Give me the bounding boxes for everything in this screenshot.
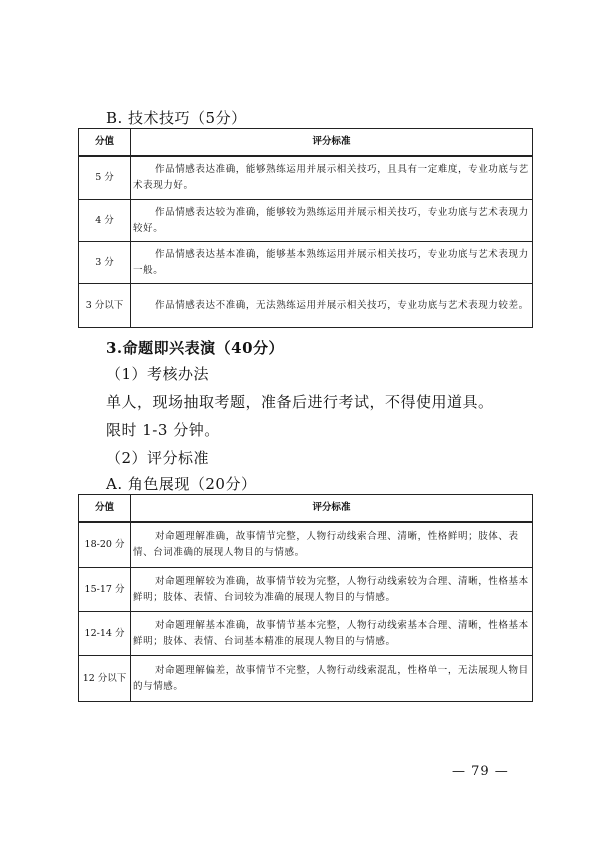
section-a-title: A. 角色展现（20分） (106, 475, 257, 493)
score-cell: 12-14 分 (79, 612, 131, 656)
column-header-criteria: 评分标准 (131, 129, 533, 156)
section-3-title: 3.命题即兴表演（40分） (106, 339, 285, 357)
score-cell: 18-20 分 (79, 522, 131, 568)
table-row (79, 568, 533, 612)
table-row (79, 156, 533, 200)
criteria-cell: 作品情感表达基本准确，能够基本熟练运用并展示相关技巧，专业功底与艺术表现力一般。 (131, 242, 533, 284)
criteria-cell: 对命题理解基本准确，故事情节基本完整，人物行动线索基本合理、清晰，性格基本鲜明；肢体、表情、台词基本精准的展现人物目的与情感。 (131, 612, 533, 656)
table-row (79, 284, 533, 328)
criteria-cell: 对命题理解偏差，故事情节不完整，人物行动线索混乱，性格单一，无法展现人物目的与情感。 (131, 656, 533, 702)
score-cell: 3 分以下 (79, 284, 131, 328)
page-number: — 79 — (452, 764, 509, 779)
subsection-assessment-method: （1）考核办法 (106, 365, 210, 383)
column-header-score: 分值 (79, 129, 131, 156)
table-header-row (79, 495, 533, 522)
score-cell: 5 分 (79, 156, 131, 200)
table-row (79, 200, 533, 242)
time-limit-paragraph: 限时 1-3 分钟。 (106, 421, 220, 439)
section-b-title: B. 技术技巧（5分） (106, 109, 247, 127)
score-cell: 15-17 分 (79, 568, 131, 612)
table-row (79, 612, 533, 656)
subsection-scoring-criteria: （2）评分标准 (106, 449, 210, 467)
score-cell: 4 分 (79, 200, 131, 242)
score-cell: 12 分以下 (79, 656, 131, 702)
scoring-table-role (78, 494, 533, 702)
table-row (79, 656, 533, 702)
score-cell: 3 分 (79, 242, 131, 284)
criteria-cell: 作品情感表达不准确，无法熟练运用并展示相关技巧，专业功底与艺术表现力较差。 (131, 284, 533, 328)
table-row (79, 242, 533, 284)
column-header-score: 分值 (79, 495, 131, 522)
criteria-cell: 对命题理解较为准确，故事情节较为完整，人物行动线索较为合理、清晰，性格基本鲜明；肢体、表情、台词较为准确的展现人物目的与情感。 (131, 568, 533, 612)
table-row (79, 522, 533, 568)
criteria-cell: 对命题理解准确，故事情节完整，人物行动线索合理、清晰，性格鲜明；肢体、表情、台词准确的展现人物目的与情感。 (131, 522, 533, 568)
column-header-criteria: 评分标准 (131, 495, 533, 522)
scoring-table-technique (78, 128, 533, 328)
table-header-row (79, 129, 533, 156)
criteria-cell: 作品情感表达较为准确，能够较为熟练运用并展示相关技巧，专业功底与艺术表现力较好。 (131, 200, 533, 242)
assessment-paragraph: 单人，现场抽取考题，准备后进行考试，不得使用道具。 (106, 393, 494, 411)
criteria-cell: 作品情感表达准确，能够熟练运用并展示相关技巧，且具有一定难度，专业功底与艺术表现力好。 (131, 156, 533, 200)
